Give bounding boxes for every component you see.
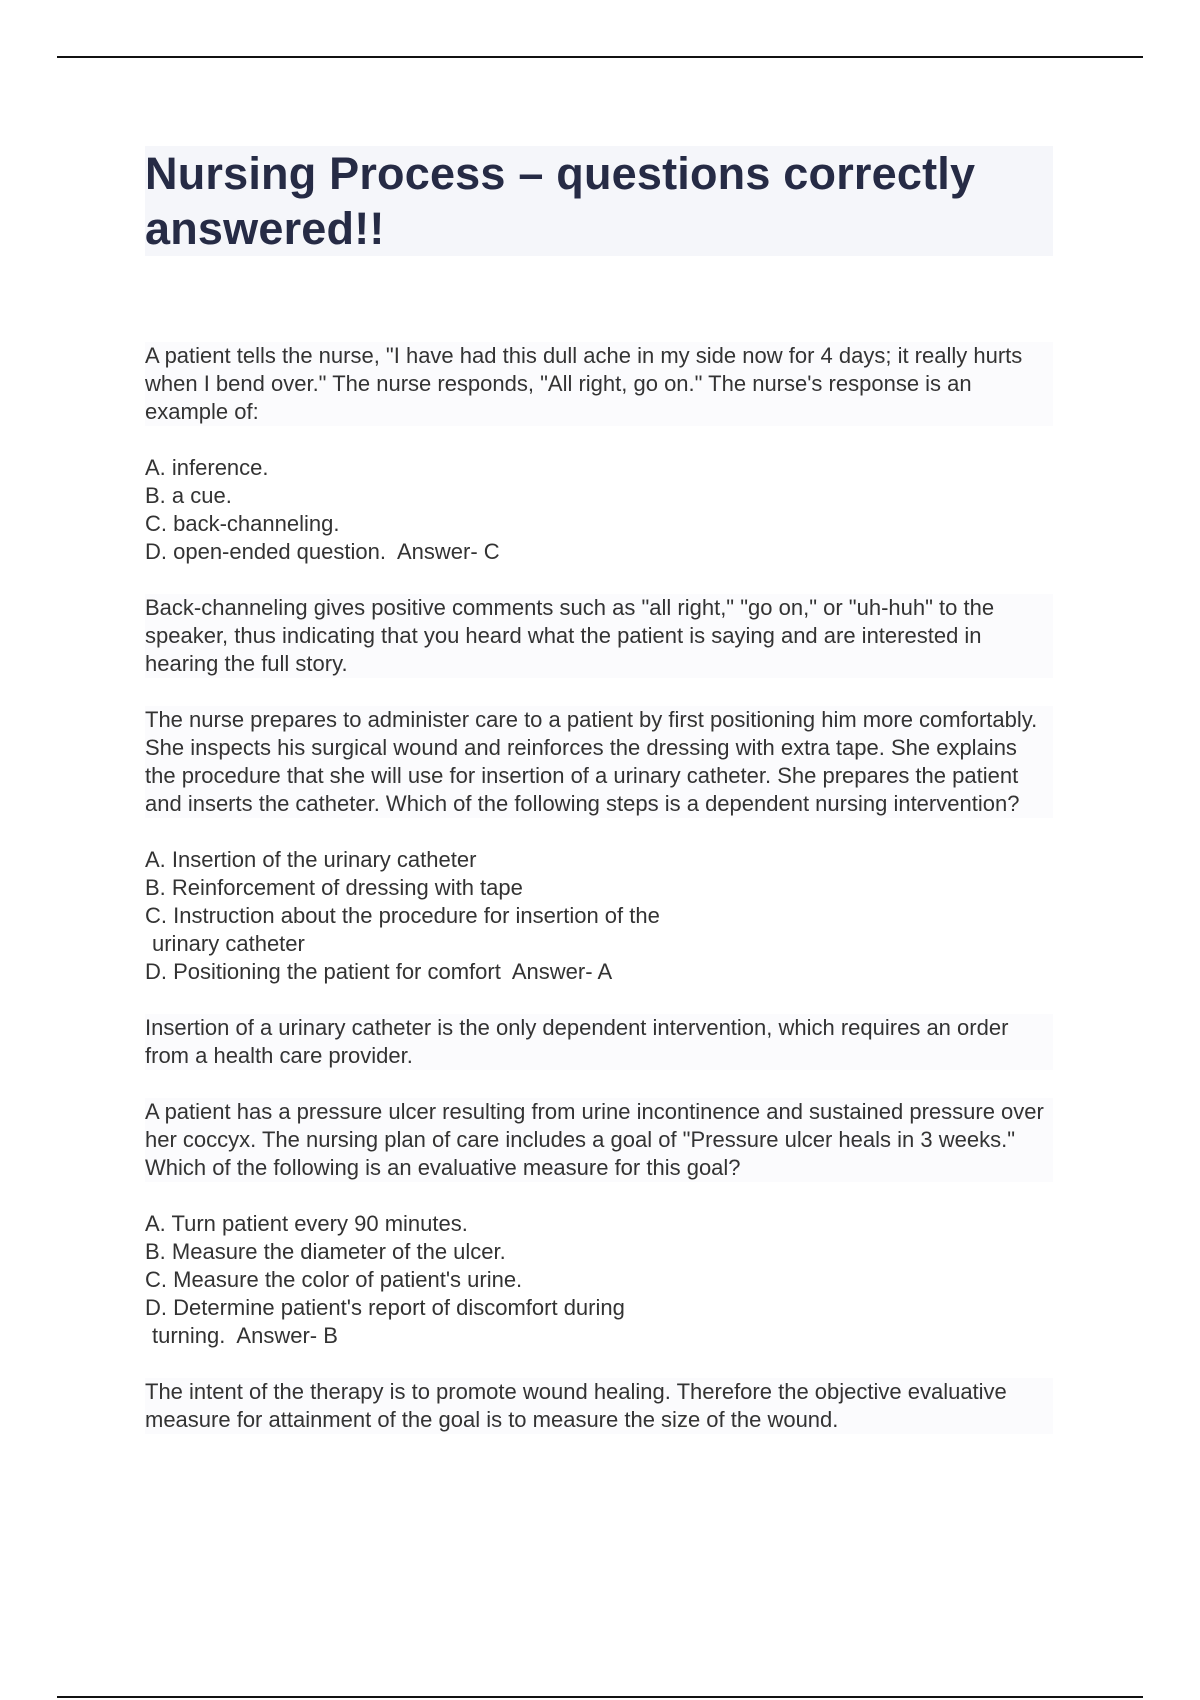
question-2-options — [145, 846, 1053, 986]
answer-label: Answer- C — [396, 539, 500, 564]
option-b: B. Reinforcement of dressing with tape — [145, 875, 523, 900]
option-d: D. open-ended question. — [145, 539, 386, 564]
option-b: B. a cue. — [145, 483, 232, 508]
question-1-explanation: Back-channeling gives positive comments such as "all right," "go on," or "uh-huh" to the speaker, thus indicating that you heard what the patient is saying and are interested in hearing the full story. — [145, 594, 1053, 678]
bottom-rule — [57, 1696, 1143, 1698]
question-2-text: The nurse prepares to administer care to a patient by first positioning him more comfortably. She inspects his surgical wound and reinforces the dressing with extra tape. She explains the procedure that she will use for insertion of a urinary catheter. She prepares the patient and inserts the catheter. Which of the following steps is a dependent nursing intervention? — [145, 706, 1053, 818]
option-d-line — [145, 538, 1053, 566]
question-3-explanation: The intent of the therapy is to promote wound healing. Therefore the objective evaluative measure for attainment of the goal is to measure the size of the wound. — [145, 1378, 1053, 1434]
question-3-options — [145, 1210, 1053, 1350]
option-c: C. Measure the color of patient's urine. — [145, 1267, 523, 1292]
option-d-continued: turning. — [152, 1323, 226, 1348]
option-c: C. Instruction about the procedure for insertion of the — [145, 903, 660, 928]
document-content — [145, 146, 1053, 1462]
answer-label: Answer- B — [236, 1323, 338, 1348]
option-d: D. Positioning the patient for comfort — [145, 959, 501, 984]
option-a: A. Insertion of the urinary catheter — [145, 847, 477, 872]
option-d: D. Determine patient's report of discomfort during — [145, 1295, 625, 1320]
answer-label: Answer- A — [511, 959, 613, 984]
title-block — [145, 146, 1053, 256]
question-1-text: A patient tells the nurse, "I have had this dull ache in my side now for 4 days; it really hurts when I bend over." The nurse responds, "All right, go on." The nurse's response is an example of: — [145, 342, 1053, 426]
page-title: Nursing Process – questions correctly answered!! — [145, 148, 976, 254]
option-a: A. Turn patient every 90 minutes. — [145, 1211, 468, 1236]
option-a: A. inference. — [145, 455, 269, 480]
option-c-continued: urinary catheter — [152, 931, 305, 956]
option-d-line — [145, 958, 1053, 986]
question-3-text: A patient has a pressure ulcer resulting from urine incontinence and sustained pressure over her coccyx. The nursing plan of care includes a goal of "Pressure ulcer heals in 3 weeks." Which of the following is an evaluative measure for this goal? — [145, 1098, 1053, 1182]
option-c: C. back-channeling. — [145, 511, 340, 536]
option-b: B. Measure the diameter of the ulcer. — [145, 1239, 506, 1264]
document-body — [145, 342, 1053, 1434]
question-2-explanation: Insertion of a urinary catheter is the only dependent intervention, which requires an order from a health care provider. — [145, 1014, 1053, 1070]
question-1-options — [145, 454, 1053, 566]
option-d-continued-line — [145, 1322, 1053, 1350]
top-rule — [57, 56, 1143, 58]
